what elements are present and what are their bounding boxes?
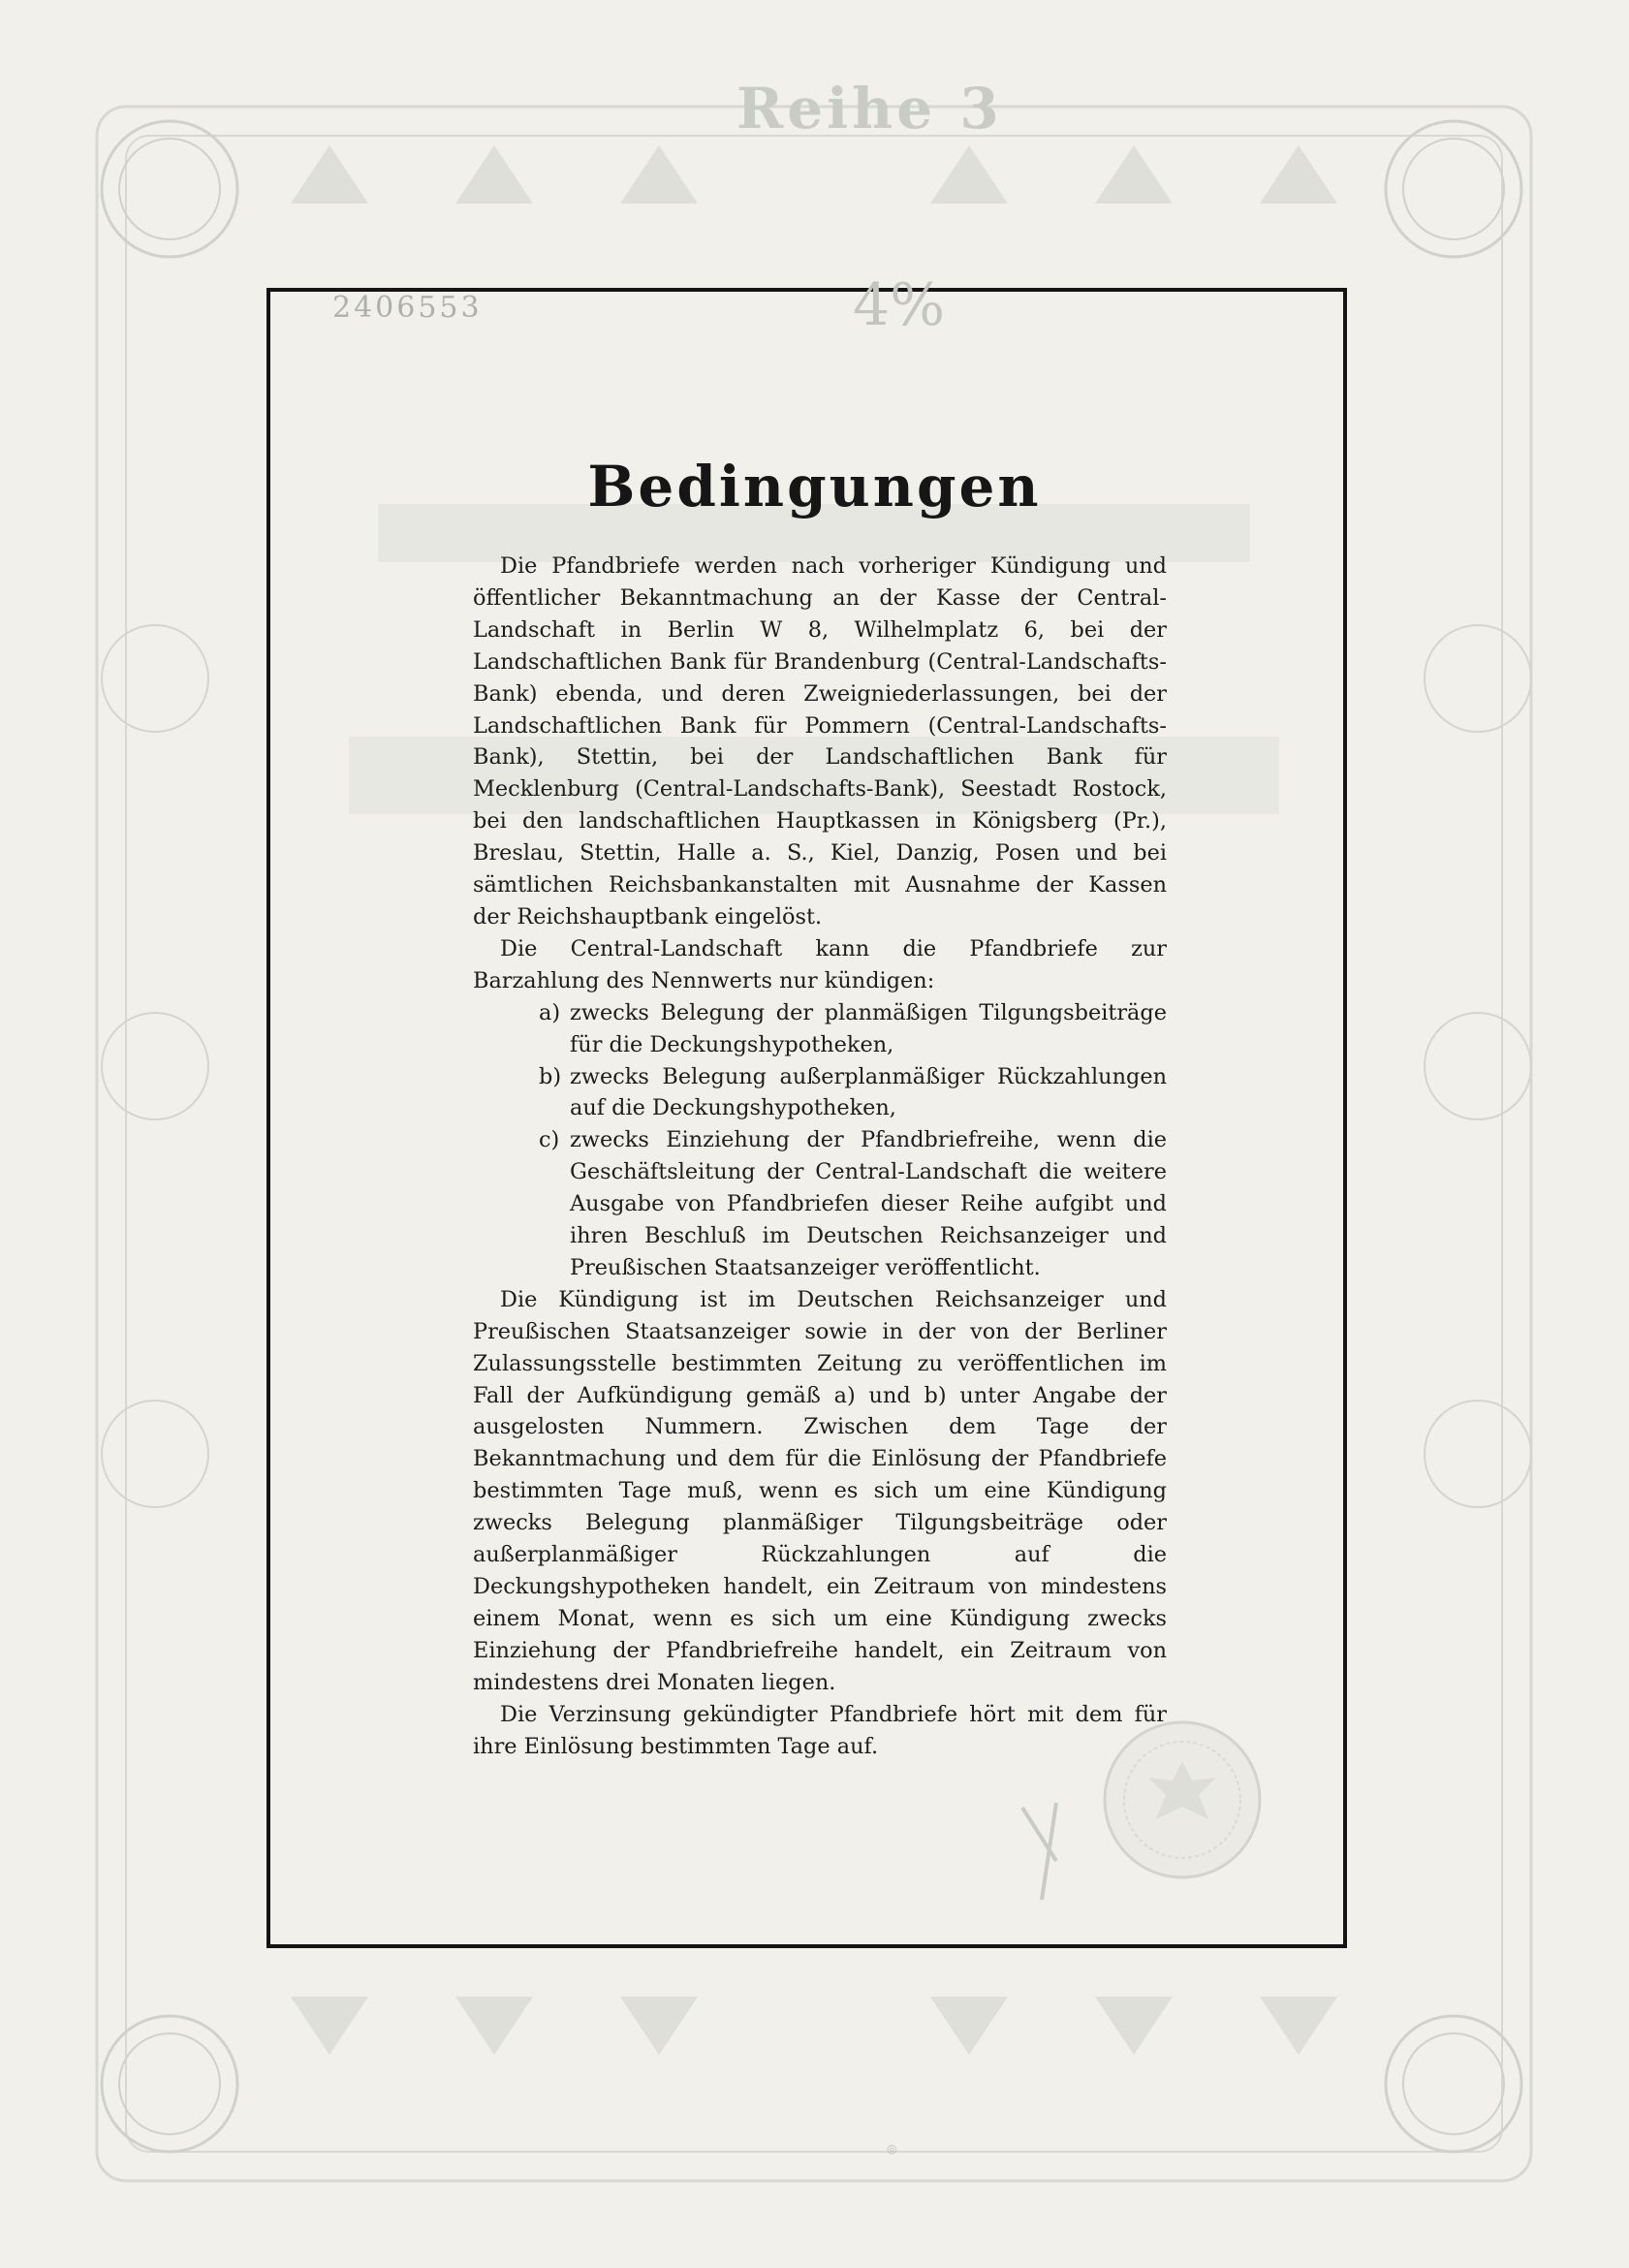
list-marker: b)	[539, 1063, 562, 1089]
termination-reasons-list	[473, 997, 1167, 1284]
interest-rate: 4%	[853, 271, 946, 339]
embossed-seal-icon	[1100, 1717, 1265, 1882]
paragraph-publication: Die Kündigung ist im Deutschen Reichsanzeiger und Preußischen Staatsanzeiger sowie in der von der Berliner Zulassungsstelle bestimmten Zeitung zu veröffentlichen im Fall der Aufkündigung gemäß a) und b) unter Angabe der ausgelosten Nummern. Zwischen dem Tage der Bekanntmachung und dem für die Einlösung der Pfandbriefe bestimmten Tage muß, wenn es sich um eine Kündigung zwecks Belegung planmäßiger Tilgungsbeiträge oder außerplanmäßiger Rückzahlungen auf die Deckungshypotheken handelt, ein Zeitraum von mindestens einem Monat, wenn es sich um eine Kündigung zwecks Einziehung der Pfandbriefreihe handelt, ein Zeitraum von mindestens drei Monaten liegen.	[473, 1286, 1167, 1695]
list-item-text: zwecks Einziehung der Pfandbriefreihe, wenn die Geschäftsleitung der Central-Landschaft die weitere Ausgabe von Pfandbriefen dieser Reihe aufgibt und ihren Beschluß im Deutschen Reichsanzeiger und Preußischen Staatsanzeiger veröffentlicht.	[570, 1127, 1167, 1280]
list-item	[539, 1124, 1167, 1284]
conditions-text	[473, 551, 1167, 1762]
list-marker: c)	[539, 1127, 560, 1153]
printer-mark-icon: ◎	[887, 2142, 897, 2156]
paragraph-termination-rights: Die Central-Landschaft kann die Pfandbriefe zur Barzahlung des Nennwerts nur kündigen:	[473, 935, 1167, 993]
serial-number: 2406553	[332, 291, 483, 325]
list-item-text: zwecks Belegung außerplanmäßiger Rückzahlungen auf die Deckungshypotheken,	[570, 1063, 1167, 1121]
list-item	[539, 1061, 1167, 1125]
list-item	[539, 997, 1167, 1061]
series-label: Reihe 3	[736, 76, 1003, 142]
paragraph-interest-cessation: Die Verzinsung gekündigter Pfandbriefe hört mit dem für ihre Einlösung bestimmten Tage auf.	[473, 1701, 1167, 1759]
paragraph-redemption-places: Die Pfandbriefe werden nach vorheriger Kündigung und öffentlicher Bekanntmachung an der Kasse der Central-Landschaft in Berlin W 8, Wilhelmplatz 6, bei der Landschaftlichen Bank für Brandenburg (Central-Landschafts-Bank) ebenda, und deren Zweigniederlassungen, bei der Landschaftlichen Bank für Pommern (Central-Landschafts-Bank), Stettin, bei der Landschaftlichen Bank für Mecklenburg (Central-Landschafts-Bank), Seestadt Rostock, bei den landschaftlichen Hauptkassen in Königsberg (Pr.), Breslau, Stettin, Halle a. S., Kiel, Danzig, Posen und bei sämtlichen Reichsbankanstalten mit Ausnahme der Kassen der Reichshauptbank eingelöst.	[473, 553, 1167, 929]
page-title: Bedingungen	[587, 454, 1042, 520]
list-marker: a)	[539, 999, 561, 1025]
list-item-text: zwecks Belegung der planmäßigen Tilgungsbeiträge für die Deckungshypotheken,	[570, 999, 1167, 1057]
